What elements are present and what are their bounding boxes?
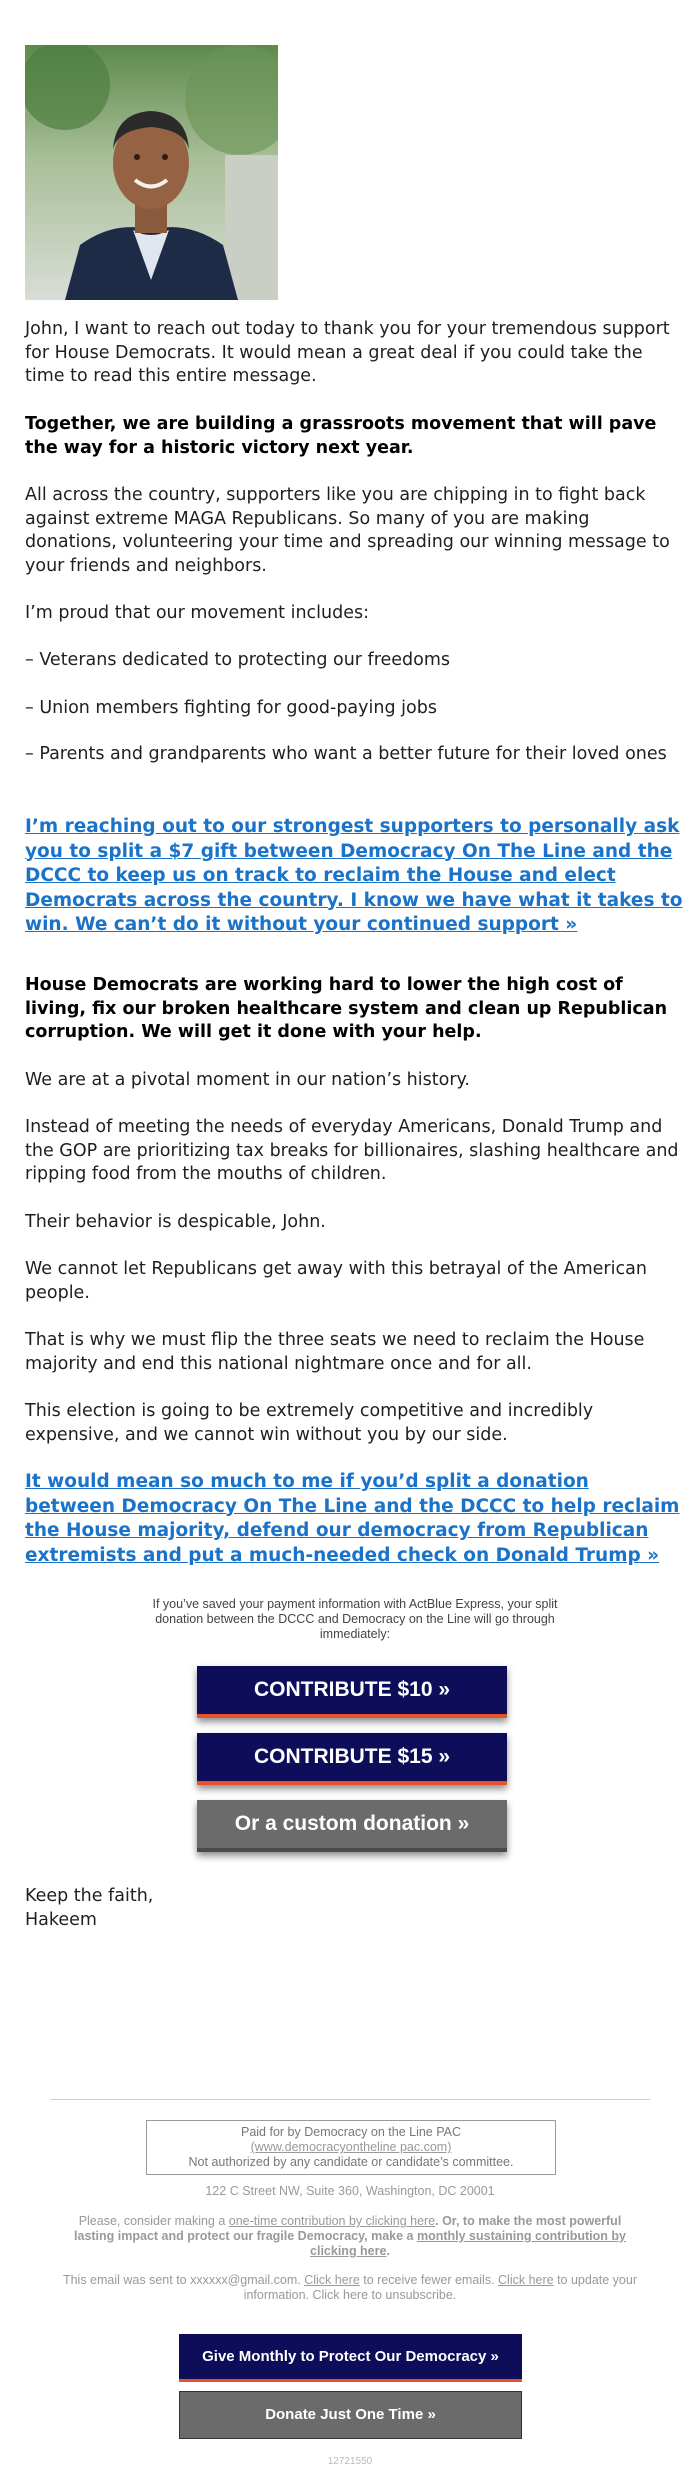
website-link[interactable]: (www.democracyontheline pac.com) (250, 2140, 452, 2154)
paragraph-6: We cannot let Republicans get away with this betrayal of the American people. (25, 1259, 647, 1303)
bullet-parents: – Parents and grandparents who want a better future for their loved ones (25, 744, 667, 764)
consider-text-end: . (386, 2244, 390, 2258)
footer-consider (60, 2214, 640, 2259)
portrait-photo (25, 45, 278, 300)
not-authorized-text: Not authorized by any candidate or candidate’s committee. (188, 2155, 514, 2169)
sent-text-end: to update your information. Click here to unsubscribe. (243, 2273, 638, 2302)
custom-donation-button[interactable]: Or a custom donation » (197, 1800, 507, 1852)
portrait-image (25, 45, 278, 300)
contribute-10-button[interactable]: CONTRIBUTE $10 » (197, 1666, 507, 1718)
bullet-union: – Union members fighting for good-paying jobs (25, 698, 437, 718)
signoff-name: Hakeem (25, 1910, 97, 1930)
sent-text-mid: to receive fewer emails. (359, 2273, 499, 2287)
monthly-contribution-link[interactable]: monthly sustaining contribution by clicking here (310, 2229, 626, 2258)
footer-email-sent (60, 2273, 640, 2303)
consider-text-pre: Please, consider making a (78, 2214, 229, 2228)
one-time-contribution-link[interactable]: one-time contribution by clicking here (228, 2214, 436, 2228)
paragraph-5: Their behavior is despicable, John. (25, 1212, 326, 1232)
give-monthly-button[interactable]: Give Monthly to Protect Our Democracy » (179, 2334, 522, 2382)
donate-link-2-wrapper (25, 1470, 685, 1568)
donate-link-1-wrapper (25, 815, 685, 938)
paragraph-3: We are at a pivotal moment in our nation’s history. (25, 1070, 470, 1090)
fewer-emails-link[interactable]: Click here (304, 2273, 360, 2287)
consider-text-mid: . Or, to make the most powerful lasting impact and protect our fragile Democracy, make a (74, 2214, 622, 2243)
paid-for-disclaimer (146, 2120, 556, 2175)
bold-paragraph-2: House Democrats are working hard to lower the high cost of living, fix our broken healthcare system and clean up Republican corruption. We will get it done with your help. (25, 975, 668, 1042)
paid-for-text: Paid for by Democracy on the Line PAC (240, 2125, 461, 2139)
signoff-line: Keep the faith, (25, 1886, 154, 1906)
update-info-link[interactable]: Click here (498, 2273, 554, 2287)
intro-paragraph: John, I want to reach out today to thank you for your tremendous support for House Democrats. It would mean a great deal if you could take the time to read this entire message. (25, 319, 670, 386)
paragraph-2: I’m proud that our movement includes: (25, 603, 370, 623)
paragraph-7: That is why we must flip the three seats we need to reclaim the House majority and end this national nightmare once and for all. (25, 1330, 645, 1374)
bold-paragraph-1: Together, we are building a grassroots movement that will pave the way for a historic victory next year. (25, 414, 657, 458)
footer-divider (50, 2099, 650, 2100)
paragraph-8: This election is going to be extremely competitive and incredibly expensive, and we cannot win without you by our side. (25, 1401, 594, 1445)
donate-link-1[interactable]: I’m reaching out to our strongest supporters to personally ask you to split a $7 gift between Democracy On The Line and the DCCC to keep us on track to reclaim the House and elect Democrats across the country. I know we have what it takes to win. We can’t do it without your continued support » (25, 816, 683, 935)
paragraph-1: All across the country, supporters like you are chipping in to fight back against extreme MAGA Republicans. So many of you are making donations, volunteering your time and spreading our winning message to your friends and neighbors. (25, 485, 670, 576)
footer-address: 122 C Street NW, Suite 360, Washington, DC 20001 (205, 2184, 495, 2198)
tracking-code: 12721550 (327, 2456, 373, 2467)
bullet-veterans: – Veterans dedicated to protecting our freedoms (25, 650, 451, 670)
donate-once-button[interactable]: Donate Just One Time » (179, 2391, 522, 2439)
contribute-15-button[interactable]: CONTRIBUTE $15 » (197, 1733, 507, 1785)
paragraph-4: Instead of meeting the needs of everyday Americans, Donald Trump and the GOP are prioritizing tax breaks for billionaires, slashing healthcare and ripping food from the mouths of children. (25, 1117, 679, 1184)
actblue-express-note: If you’ve saved your payment information with ActBlue Express, your split donation between the DCCC and Democracy on the Line will go through immediately: (152, 1597, 558, 1641)
donate-link-2[interactable]: It would mean so much to me if you’d split a donation between Democracy On The Line and the DCCC to help reclaim the House majority, defend our democracy from Republican extremists and put a much-needed check on Donald Trump » (25, 1471, 680, 1566)
sent-text-pre: This email was sent to xxxxxx@gmail.com. (62, 2273, 305, 2287)
